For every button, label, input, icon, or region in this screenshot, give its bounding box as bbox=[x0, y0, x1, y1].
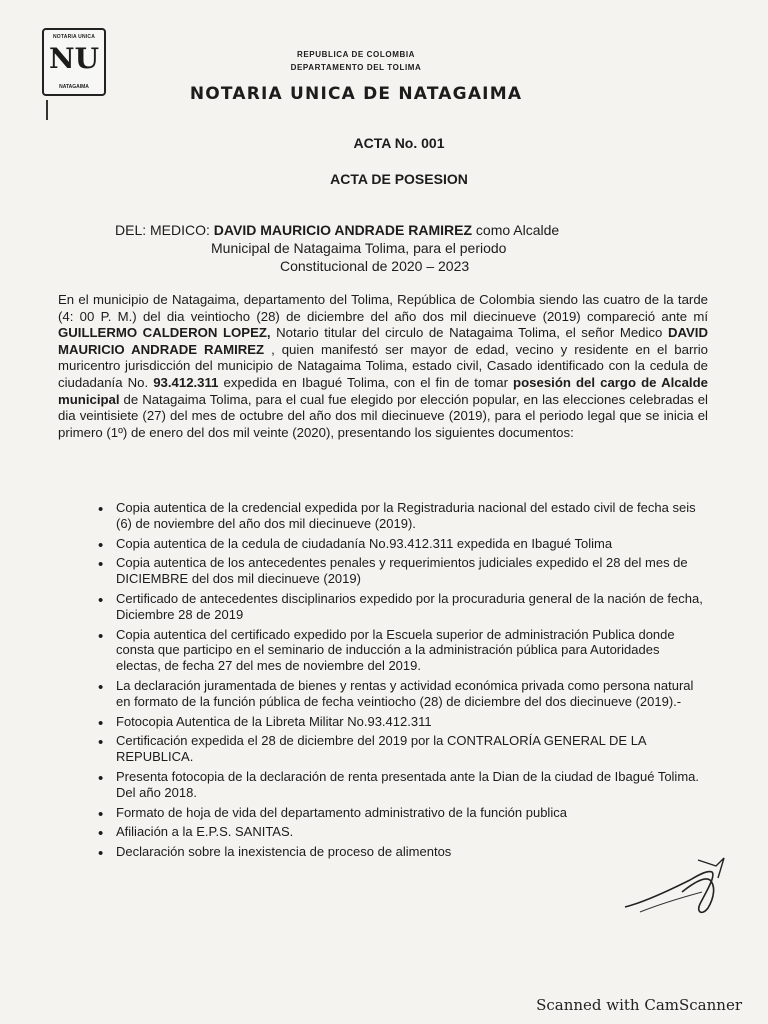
logo-mark: NU bbox=[48, 42, 99, 75]
margin-rule bbox=[46, 100, 48, 120]
subject-line-3: Constitucional de 2020 – 2023 bbox=[280, 258, 470, 274]
list-item: • La declaración juramentada de bienes y rentas y actividad económica privada como persona natural en formato de la función pública de fecha veintiocho (28) de diciembre del dos diecinueve (2019).- bbox=[96, 678, 706, 710]
acta-number: ACTA No. 001 bbox=[353, 135, 445, 151]
list-item: • Presenta fotocopia de la declaración de renta presentada ante la Dian de la ciudad de Ibagué Tolima. Del año 2018. bbox=[96, 769, 706, 801]
list-item: • Afiliación a la E.P.S. SANITAS. bbox=[96, 824, 706, 840]
body-part-2: Notario titular del circulo de Natagaima Tolima, el señor Medico bbox=[270, 325, 668, 341]
logo-bottom-text: NATAGAIMA bbox=[59, 84, 89, 90]
subject-line-1 bbox=[115, 221, 675, 239]
cedula-number: 93.412.311 bbox=[153, 374, 219, 390]
list-item: • Certificación expedida el 28 de diciembre del 2019 por la CONTRALORÍA GENERAL DE LA REPUBLICA. bbox=[96, 733, 706, 765]
mayor-name: DAVID MAURICIO ANDRADE RAMIREZ bbox=[58, 325, 708, 357]
acta-body bbox=[58, 292, 708, 441]
list-item: • Formato de hoja de vida del departamento administrativo de la función publica bbox=[96, 805, 706, 821]
header-country: REPUBLICA DE COLOMBIA bbox=[296, 50, 416, 59]
subject-name: DAVID MAURICIO ANDRADE RAMIREZ bbox=[213, 222, 473, 238]
body-part-3: , quien manifestó ser mayor de edad, vecino y residente en el barrio muricentro jurisdicción del municipio de Natagaima Tolima, estado civil, Casado identificado con la cedula de ciudadanía No. bbox=[58, 341, 709, 390]
subject-suffix: como Alcalde bbox=[472, 222, 560, 238]
body-part-1: En el municipio de Natagaima, departamento del Tolima, República de Colombia siendo las cuatro de la tarde (4: 00 P. M.) del dia veintiocho (28) de diciembre del año dos mil diecinueve (2019) compareció ante mí bbox=[58, 292, 708, 324]
body-part-4: expedida en Ibagué Tolima, con el fin de tomar bbox=[218, 374, 514, 390]
body-part-5: de Natagaima Tolima, para el cual fue elegido por elección popular, en las elecciones celebradas el dia veintisiete (27) del mes de octubre del año dos mil diecinueve (2019), para el periodo legal que se inicia el primero (1º) de enero del dos mil veinte (2020), presentando los siguientes documentos: bbox=[58, 391, 708, 440]
scanner-watermark: Scanned with CamScanner bbox=[536, 996, 742, 1014]
acta-title: ACTA DE POSESION bbox=[330, 171, 468, 187]
subject-prefix: DEL: MEDICO: bbox=[115, 222, 214, 238]
list-item: • Fotocopia Autentica de la Libreta Militar No.93.412.311 bbox=[96, 714, 706, 730]
notary-name: GUILLERMO CALDERON LOPEZ, bbox=[58, 325, 271, 341]
header-office: NOTARIA UNICA DE NATAGAIMA bbox=[189, 84, 523, 104]
notary-logo bbox=[42, 28, 106, 96]
logo-top-text: NOTARIA UNICA bbox=[52, 34, 96, 40]
header-department: DEPARTAMENTO DEL TOLIMA bbox=[290, 63, 422, 72]
list-item: • Copia autentica de la cedula de ciudadanía No.93.412.311 expedida en Ibagué Tolima bbox=[96, 536, 706, 552]
list-item: • Copia autentica del certificado expedido por la Escuela superior de administración Publica donde consta que participo en el seminario de inducción a la administración pública para Autoridades electas, de fecha 27 del mes de noviembre del 2019. bbox=[96, 627, 706, 674]
cargo-text: posesión del cargo de Alcalde municipal bbox=[58, 374, 708, 407]
list-item: • Copia autentica de los antecedentes penales y requerimientos judiciales expedido el 28 del mes de DICIEMBRE del dos mil diecinueve (2019) bbox=[96, 555, 706, 587]
subject-line-2: Municipal de Natagaima Tolima, para el periodo bbox=[211, 240, 507, 256]
documents-list bbox=[96, 500, 706, 864]
acta-subject bbox=[115, 221, 675, 275]
list-item: • Copia autentica de la credencial expedida por la Registraduria nacional del estado civil de fecha seis (6) de noviembre del año dos mil diecinueve (2019). bbox=[96, 500, 706, 532]
list-item: • Certificado de antecedentes disciplinarios expedido por la procuraduria general de la nación de fecha, Diciembre 28 de 2019 bbox=[96, 591, 706, 623]
signature-icon bbox=[620, 852, 730, 922]
list-item: • Declaración sobre la inexistencia de proceso de alimentos bbox=[96, 844, 706, 860]
